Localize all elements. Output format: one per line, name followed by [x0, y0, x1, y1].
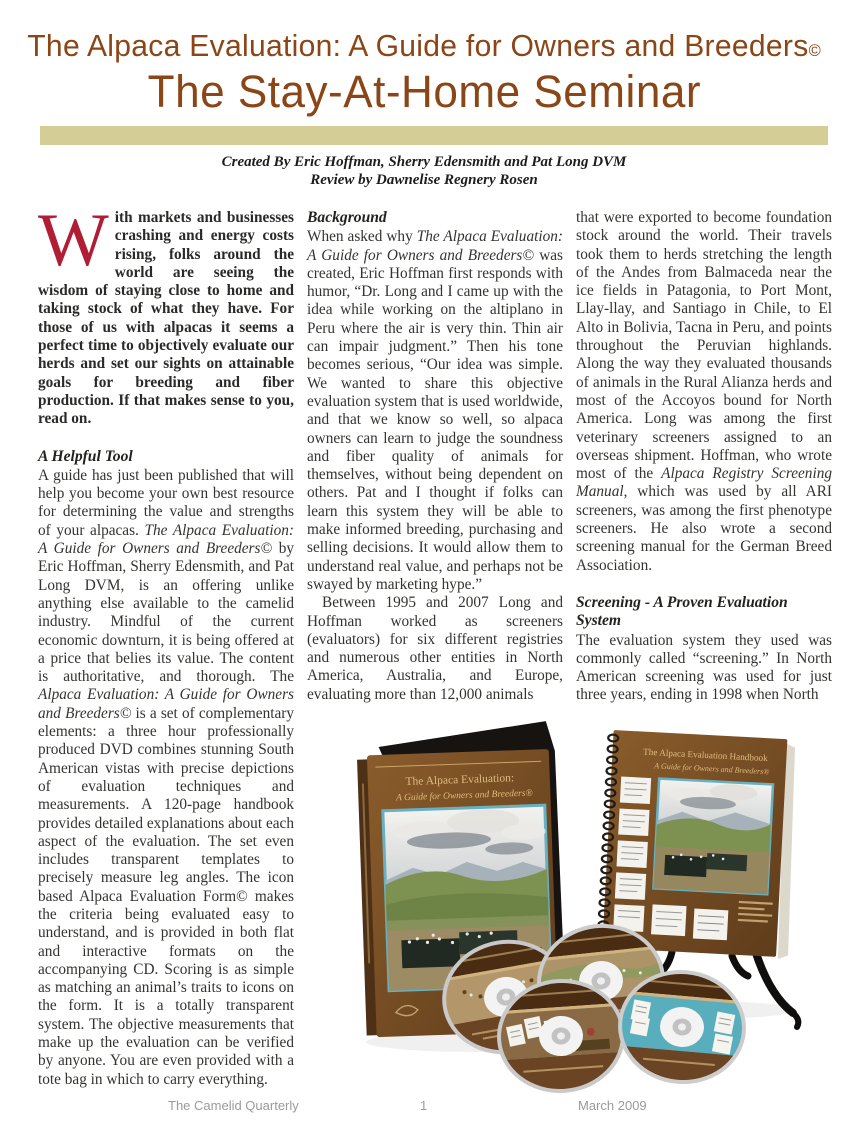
byline-primary: Created By Eric Hoffman, Sherry Edensmith and Pat Long DVM [221, 154, 627, 170]
section-heading-helpful-tool: A Helpful Tool [38, 447, 133, 465]
binder-title: The Alpaca Evaluation: [405, 772, 515, 789]
footer-date: March 2009 [578, 1098, 647, 1113]
divider-band [40, 126, 828, 145]
article-column-1 [38, 199, 294, 1089]
product-photo [356, 710, 848, 1098]
paragraph: Between 1995 and 2007 Long and Hoffman worked as screeners (evaluators) for six different registries and numerous other entities in North America, Australia, and Europe, evaluating more than 12,000 animals [307, 594, 563, 703]
binder-subtitle: A Guide for Owners and Breeders® [395, 788, 533, 804]
handbook-cover-photo [653, 779, 773, 895]
masthead [0, 28, 848, 118]
paragraph: that were exported to become foundation stock around the world. Their travels took them to herds stretching the length of the Andes from Balmaceda near the ice fields in Patagonia, to Port Mont, Llay-llay, and Santiago in Chile, to El Alto in Bolivia, Tacna in Peru, and points throughout the Peruvian highlands. Along the way they evaluated thousands of animals in the Rural Alianza herds and most of the Accoyos bound for North America. Long was among the first veterinary screeners assigned to an overseas shipment. Hoffman, who wrote most of the Alpaca Registry Screening Manual, which was used by all ARI screeners, was among the first phenotype screeners. He also wrote a second screening manual for the German Breed Association. [576, 209, 832, 574]
page-subtitle: The Stay-At-Home Seminar [147, 66, 701, 117]
paragraph: When asked why The Alpaca Evaluation: A Guide for Owners and Breeders© was created, Eric Hoffman first responds with humor, “Dr. Long and I came up with the idea while working on the altiplano in Peru where the air is very thin. Thin air can impair judgment.” Then his tone becomes serious, “Our idea was simple. We wanted to share this objective evaluation system that is used worldwide, and that we know so well, so alpaca owners can learn to judge the soundness and fiber quality of animals for themselves, without being dependent on others. Pat and I thought if folks can learn this system they will be able to make informed breeding, purchasing and selling decisions. It would allow them to understand real value, and perhaps not be swayed by marketing hype.” [307, 228, 563, 593]
handbook-title: The Alpaca Evaluation Handbook [642, 746, 769, 764]
article-column-3 [576, 209, 832, 705]
footer-publication: The Camelid Quarterly [168, 1098, 299, 1113]
paragraph: The evaluation system they used was commonly called “screening.” In North American screening was used for just three years, ending in 1998 when North [576, 631, 832, 704]
footer-page-number: 1 [420, 1098, 428, 1113]
byline-secondary: Review by Dawnelise Regnery Rosen [310, 172, 538, 188]
byline [0, 153, 848, 189]
copyright-mark: © [808, 41, 821, 60]
product-handbook [597, 730, 799, 960]
paragraph: A guide has just been published that will help you become your own best resource for determining the value and strengths of your alpacas. The Alpaca Evaluation: A Guide for Owners and Breeders© by Eric Hoffman, Sherry Edensmith, and Pat Long DVM, is an offering unlike anything else available to the camelid industry. Mindful of the current economic downturn, it is being offered at a price that belies its value. The content is authoritative, and thorough. The Alpaca Evaluation: A Guide for Owners and Breeders© is a set of complementary elements: a three hour professionally produced DVD combines stunning South American vistas with precise depictions of evaluation techniques and measurements. A 120-page handbook provides detailed explanations about each aspect of the evaluation. The set even includes transparent templates to precisely measure leg angles. The icon based Alpaca Evaluation Form© makes the criteria being evaluated easy to understand, and is provided in both flat and interactive formats on the accompanying CD. Scoring is as simple as matching an animal’s traits to icons on the form. It is a totally transparent system. The objective measurements that make up the evaluation can be verified by anyone. You are even provided with a tote bag in which to carry everything. [38, 466, 294, 1088]
dropcap: W [38, 199, 109, 282]
section-heading-background: Background [307, 209, 387, 226]
handbook-subtitle: A Guide for Owners and Breeders® [654, 761, 770, 777]
intro-paragraph: With markets and businesses crashing and energy costs rising, folks around the world are seeing the wisdom of staying close to home and taking stock of what they have. For those of us with alpacas it seems a perfect time to objectively evaluate our herds and set our sights on attainable goals for breeding and fiber production. If that makes sense to you, read on. [38, 199, 294, 428]
page-title: The Alpaca Evaluation: A Guide for Owners and Breeders© [27, 28, 821, 63]
section-heading-screening: Screening - A Proven Evaluation System [576, 593, 788, 630]
page-footer [0, 1098, 848, 1118]
article-column-2 [307, 209, 563, 704]
